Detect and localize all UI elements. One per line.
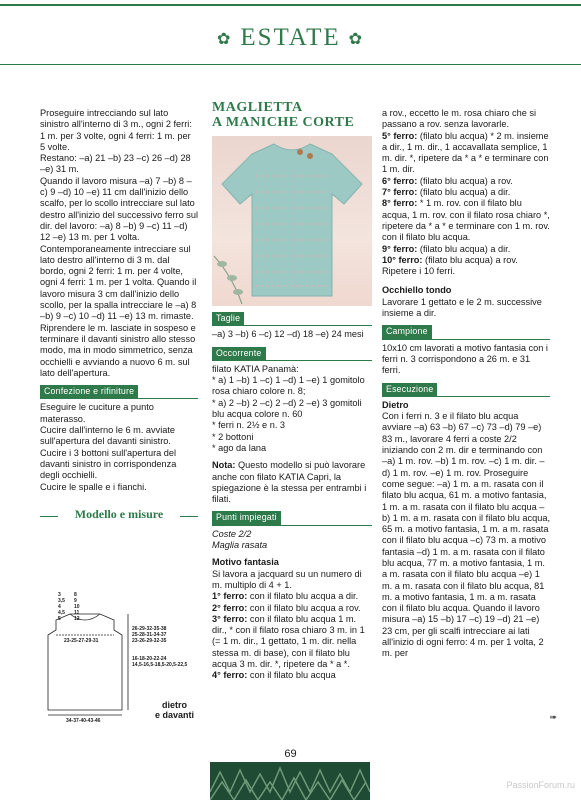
row-text: (filato blu acqua) a dir. [417,243,511,254]
dim-value: 23-26-29-32-35 [132,638,167,644]
row-instruction [212,670,372,681]
row-instruction [382,131,550,176]
leaf-icon [217,261,227,267]
section-label: Taglie [212,312,244,325]
dim-value: 4 [58,604,61,610]
model-title: Modello e misure [40,509,198,520]
row-text: (filato blu acqua) a dir. [417,187,511,198]
section-label: Esecuzione [382,383,437,396]
caption-line: dietro [162,700,188,710]
button-icon [307,153,313,159]
dim-value: 8 [74,592,77,598]
row-instruction [212,591,372,602]
paragraph: Proseguire intrecciando sul lato sinistro all'interno di 3 m., ogni 2 ferri: 1 m. per 3 volte, ogni 4 ferri: 1 m. per 5 volte. [40,108,192,152]
article-title [212,100,372,130]
section-title [0,24,581,52]
row-instruction [382,244,550,255]
row-label: 2° ferro: [212,602,248,613]
paragraph: Quando il lavoro misura –a) 7 –b) 8 –c) 9 –d) 10 –e) 11 cm dall'inizio dello scalfo, per lo scollo intrecciare sul lato destro all'inizio del successivo ferro sul dir. del lavoro: –a) 8 –b) 9 –c) 11 –d) 12 –e) 13 m. per 1 volta. Contemporaneamente intrecciare sul lato destro all'interno di 3 m. dal bordo, ogni 2 ferri: 1 m. per 4 volte, ogni 4 ferri: 1 m. per 1 volta. Quando il lavoro misura 3 cm dall'inizio dello scollo, per la spalla intrecciare le –a) 8 –b) 9 –c) 10 –d) 11 –e) 13 m. rimaste. Riprendere le m. lasciate in sospeso e terminare il davanti sinistro allo stesso modo, ma in modo simmetrico, senza occhielli e avviando a nuovo 6 m. sul lato dell'apertura. [40,175,199,378]
section-label: Confezione e rifiniture [40,385,138,398]
label-body-length [132,656,187,668]
row-text: con il filato blu acqua a dir. [247,591,359,602]
row-instruction [212,614,372,670]
paragraph: –a) 3 –b) 6 –c) 12 –d) 18 –e) 24 mesi [212,329,364,340]
continue-arrow-icon: ➠ [549,712,557,722]
section-header-occorrente [212,347,372,361]
row-text: con il filato blu acqua 1 m. dir., * con il filato rosa chiaro 3 m. in 1 (= 1 m. dir., 1 gettato, 1 m. dir. nella stessa m. di base), con il filato blu acqua 3 m. dir. *, ripetere da * a *. [212,613,365,670]
row-instruction [212,603,372,614]
row-label: 4° ferro: [212,670,248,681]
row-label: 9° ferro: [382,243,418,254]
paragraph: Cucire le spalle e i fianchi. [40,481,147,492]
label-neck [74,592,80,622]
page-header [0,0,581,70]
row-instruction [382,187,550,198]
leaf-icon [227,275,237,281]
paragraph: * a) 1 –b) 1 –c) 1 –d) 1 –e) 1 gomitolo rosa chiaro colore n. 8; [212,375,365,397]
schematic-diagram [40,590,210,730]
note-text: Questo modello si può lavorare anche con filato KATIA Capri, la spiegazione è la stessa per entrambi i filati. [212,460,367,505]
section-label: Campione [382,325,432,338]
header-rule-top [0,4,581,6]
row-label: 5° ferro: [382,130,418,141]
row-text: (filato blu acqua) * 2 m. insieme a dir., 1 m. dir., 1 accavallata semplice, 1 m. dir. *, ripetere da * a * e terminare con 1 m. dir. [382,130,549,175]
row-label: 10° ferro: [382,254,423,265]
dim-value: 10 [74,604,80,610]
paragraph: * 2 bottoni [212,431,254,442]
subsection-title: Occhiello tondo [382,285,452,296]
paragraph: Restano: –a) 21 –b) 23 –c) 26 –d) 28 –e) 31 m. [40,153,191,175]
row-label: 1° ferro: [212,591,248,602]
row-text: * 1 m. rov. con il filato blu acqua, 1 m. rov. con il filato rosa chiaro *, ripetere da * a * e terminare con 1 m. rov. con il filato blu acqua. [382,198,550,243]
paragraph: * ferri n. 2½ e n. 3 [212,420,286,431]
garment-outline [48,614,122,710]
dim-value: 3,5 [58,598,65,604]
dim-value: 14,5-16,5-18,5-20,5-22,5 [132,662,188,668]
page-number: 69 [284,748,297,760]
stitch-name: Coste 2/2 [212,528,252,539]
header-rule-bottom [0,64,581,65]
paragraph: filato KATIA Panamà: [212,363,299,374]
section-title-text: ESTATE [240,24,341,51]
paragraph: Eseguire le cuciture a punto materasso. [40,402,154,424]
caption-line: e davanti [155,710,195,720]
leaf-icon [233,289,243,295]
row-text: con il filato blu acqua [247,670,336,681]
flower-icon: ✿ [348,31,365,49]
dim-value: 9 [74,598,77,604]
column-right [382,108,550,660]
foliage-decoration [210,762,370,800]
dim-value: 11 [74,610,80,616]
section-header-taglie [212,312,372,326]
label-chest: 23-25-27-29-31 [64,638,99,644]
section-header-campione [382,325,550,339]
row-instruction [382,255,550,266]
dim-value: 4,5 [58,610,65,616]
paragraph: * a) 2 –b) 2 –c) 2 –d) 2 –e) 3 gomitoli blu acqua colore n. 60 [212,397,362,420]
row-label: 8° ferro: [382,198,418,209]
paragraph: * ago da lana [212,442,267,453]
row-text: con il filato blu acqua a rov. [247,602,361,613]
dim-value: 3 [58,592,61,598]
sweater-body [222,144,362,296]
note-paragraph [212,460,372,505]
paragraph: Si lavora a jacquard su un numero di m. multiplo di 4 + 1. [212,568,362,590]
row-instruction [382,198,550,243]
section-label: Occorrente [212,347,266,360]
row-label: 3° ferro: [212,613,248,624]
diagram-caption [155,700,194,720]
paragraph: Con i ferri n. 3 e il filato blu acqua avviare –a) 63 –b) 67 –c) 73 –d) 79 –e) 83 m., lavorare 4 ferri a coste 2/2 iniziando con 2 m. dir e terminando con –a) 1 m. rov. –b) 1 m. rov. –c) 1 m. dir. –d) 1 m. rov. –e) 1 m. rov. Proseguire come segue: –a) 1 m. a m. rasata con il filato blu acqua, 61 m. a motivo fantasia, 1 m. a m. rasata con il filato blu acqua –b) 1 m. a m. rasata con il filato blu acqua, 65 m. a motivo fantasia, 1 m. a m. rasata con il filato blu acqua –c) 73 m. a motivo fantasia –d) 1 m. a m. rasata con il filato blu acqua, 77 m. a motivo fantasia, 1 m. a m. rasata con il filato blu acqua –e) 1 m. a m. rasata con il filato blu acqua, 81 m. a motivo fantasia, 1 m. a m. rasata con il filato blu acqua. Quando il lavoro misura –a) 15 –b) 17 –c) 19 –d) 21 –e) 23 cm, per gli scalfi intrecciare ai lati all'inizio di ogni ferro: 4 m. per 1 volta, 2 m. per [382,411,551,659]
note-label: Nota: [212,460,236,471]
flower-icon: ✿ [216,31,233,49]
section-header-confezione [40,385,198,399]
product-photo [212,136,372,306]
row-instruction [382,176,550,187]
row-label: 7° ferro: [382,187,418,198]
row-text: (filato blu acqua) a rov. [417,175,513,186]
button-icon [297,149,303,155]
section-header-punti [212,511,372,525]
row-label: 6° ferro: [382,175,418,186]
subsection-title: Motivo fantasia [212,557,279,568]
section-header-esecuzione [382,383,550,397]
paragraph: Lavorare 1 gettato e le 2 m. successive insieme a dir. [382,296,542,319]
paragraph: Cucire dall'interno le 6 m. avviate sull'apertura del davanti sinistro. Cucire i 3 bottoni sull'apertura del davanti sinistro in corrispondenza degli occhielli. [40,425,177,481]
label-width: 34-37-40-43-46 [66,718,101,724]
column-left [40,108,198,528]
label-shoulder-left [58,592,65,622]
dim-value: 25-28-31-34-37 [132,632,167,638]
column-middle [212,100,372,682]
dim-value: 26-29-32-35-38 [132,626,167,632]
row-text: (filato blu acqua) a rov. [422,254,518,265]
paragraph: Ripetere i 10 ferri. [382,266,456,277]
paragraph: 10x10 cm lavorati a motivo fantasia con i ferri n. 3 corrispondono a 26 m. e 31 ferri. [382,342,548,376]
dim-value: 5 [58,616,61,622]
paragraph: a rov., eccetto le m. rosa chiaro che si passano a rov. senza lavorarle. [382,108,537,130]
dim-value: 16-18-20-22-24 [132,656,167,662]
section-label: Punti impiegati [212,511,281,524]
dim-value: 12 [74,616,80,622]
watermark: PassionForum.ru [506,780,575,790]
article-title-line: A MANICHE CORTE [212,115,355,130]
label-length [132,626,166,644]
article-title-line: MAGLIETTA [212,100,303,115]
foliage-pattern [210,762,370,800]
stitch-name: Maglia rasata [212,540,268,551]
sweater-illustration [212,136,372,306]
subsection-title: Dietro [382,399,409,410]
